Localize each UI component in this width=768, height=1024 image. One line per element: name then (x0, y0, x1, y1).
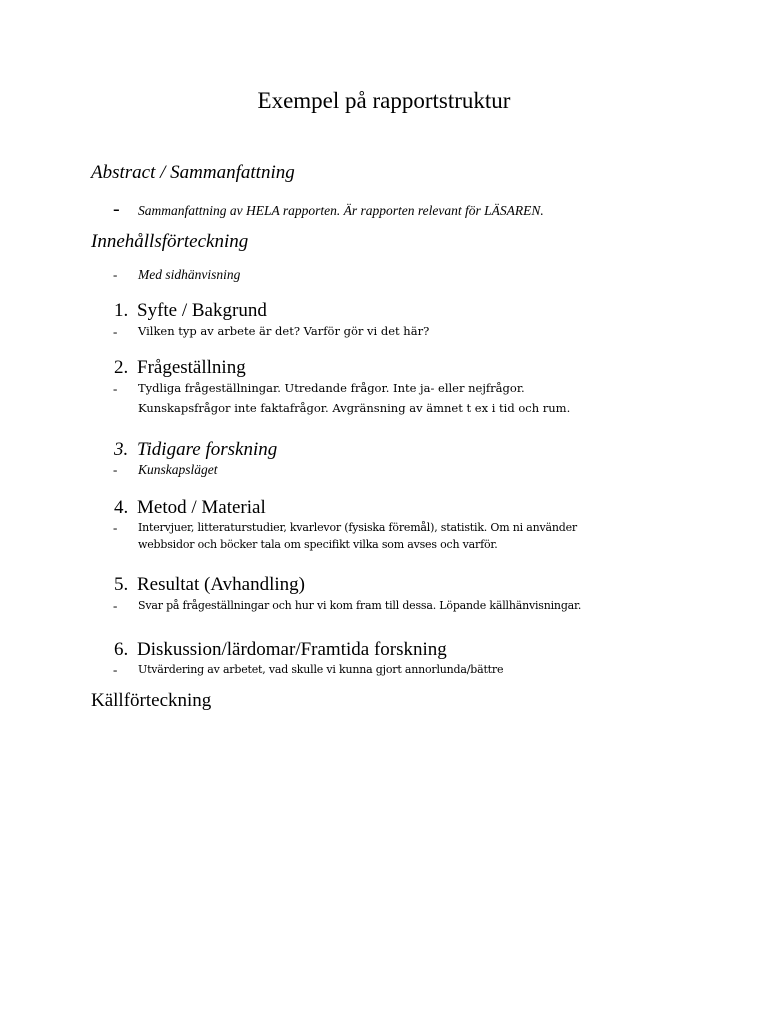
section-title: Syfte / Bakgrund (137, 300, 267, 321)
section-number: 3. (114, 439, 129, 460)
abstract-bullet-text: Sammanfattning av HELA rapporten. Är rapporten relevant för LÄSAREN. (138, 203, 544, 218)
section-title: Tidigare forskning (137, 439, 278, 460)
abstract-heading: Abstract / Sammanfattning (91, 162, 295, 183)
bullet-dash: - (113, 520, 118, 535)
section-number: 2. (114, 357, 129, 378)
bullet-dash: - (113, 324, 118, 339)
section-title: Resultat (Avhandling) (137, 574, 305, 595)
bullet-dash: - (113, 662, 118, 677)
toc-heading: Innehållsförteckning (91, 231, 249, 252)
section-number: 4. (114, 497, 129, 518)
bullet-text: Vilken typ av arbete är det? Varför gör vi det här? (138, 324, 430, 338)
sources-heading: Källförteckning (91, 690, 212, 711)
bullet-text: Kunskapsläget (138, 462, 218, 477)
section-title: Metod / Material (137, 497, 266, 518)
bullet-text: Tydliga frågeställningar. Utredande frågor. Inte ja- eller nejfrågor. (138, 381, 525, 395)
document-title: Exempel på rapportstruktur (257, 88, 511, 113)
bullet-text: Svar på frågeställningar och hur vi kom fram till dessa. Löpande källhänvisningar. (138, 599, 582, 612)
section-title: Frågeställning (137, 357, 246, 378)
bullet-text: Utvärdering av arbetet, vad skulle vi kunna gjort annorlunda/bättre (138, 663, 504, 676)
bullet-dash: - (113, 462, 118, 477)
section-title: Diskussion/lärdomar/Framtida forskning (137, 639, 447, 660)
bullet-text: Intervjuer, litteraturstudier, kvarlevor (fysiska föremål), statistik. Om ni använder (138, 521, 577, 534)
bullet-dash: - (113, 598, 118, 613)
bullet-text-continued: Kunskapsfrågor inte faktafrågor. Avgränsning av ämnet t ex i tid och rum. (138, 401, 571, 415)
section-number: 6. (114, 639, 129, 660)
section-number: 5. (114, 574, 129, 595)
toc-bullet-text: Med sidhänvisning (138, 267, 241, 282)
bullet-dash: - (113, 198, 120, 220)
section-number: 1. (114, 300, 129, 321)
bullet-dash: - (113, 267, 118, 282)
bullet-dash: - (113, 381, 118, 396)
bullet-text-continued: webbsidor och böcker tala om specifikt vilka som avses och varför. (138, 538, 498, 551)
